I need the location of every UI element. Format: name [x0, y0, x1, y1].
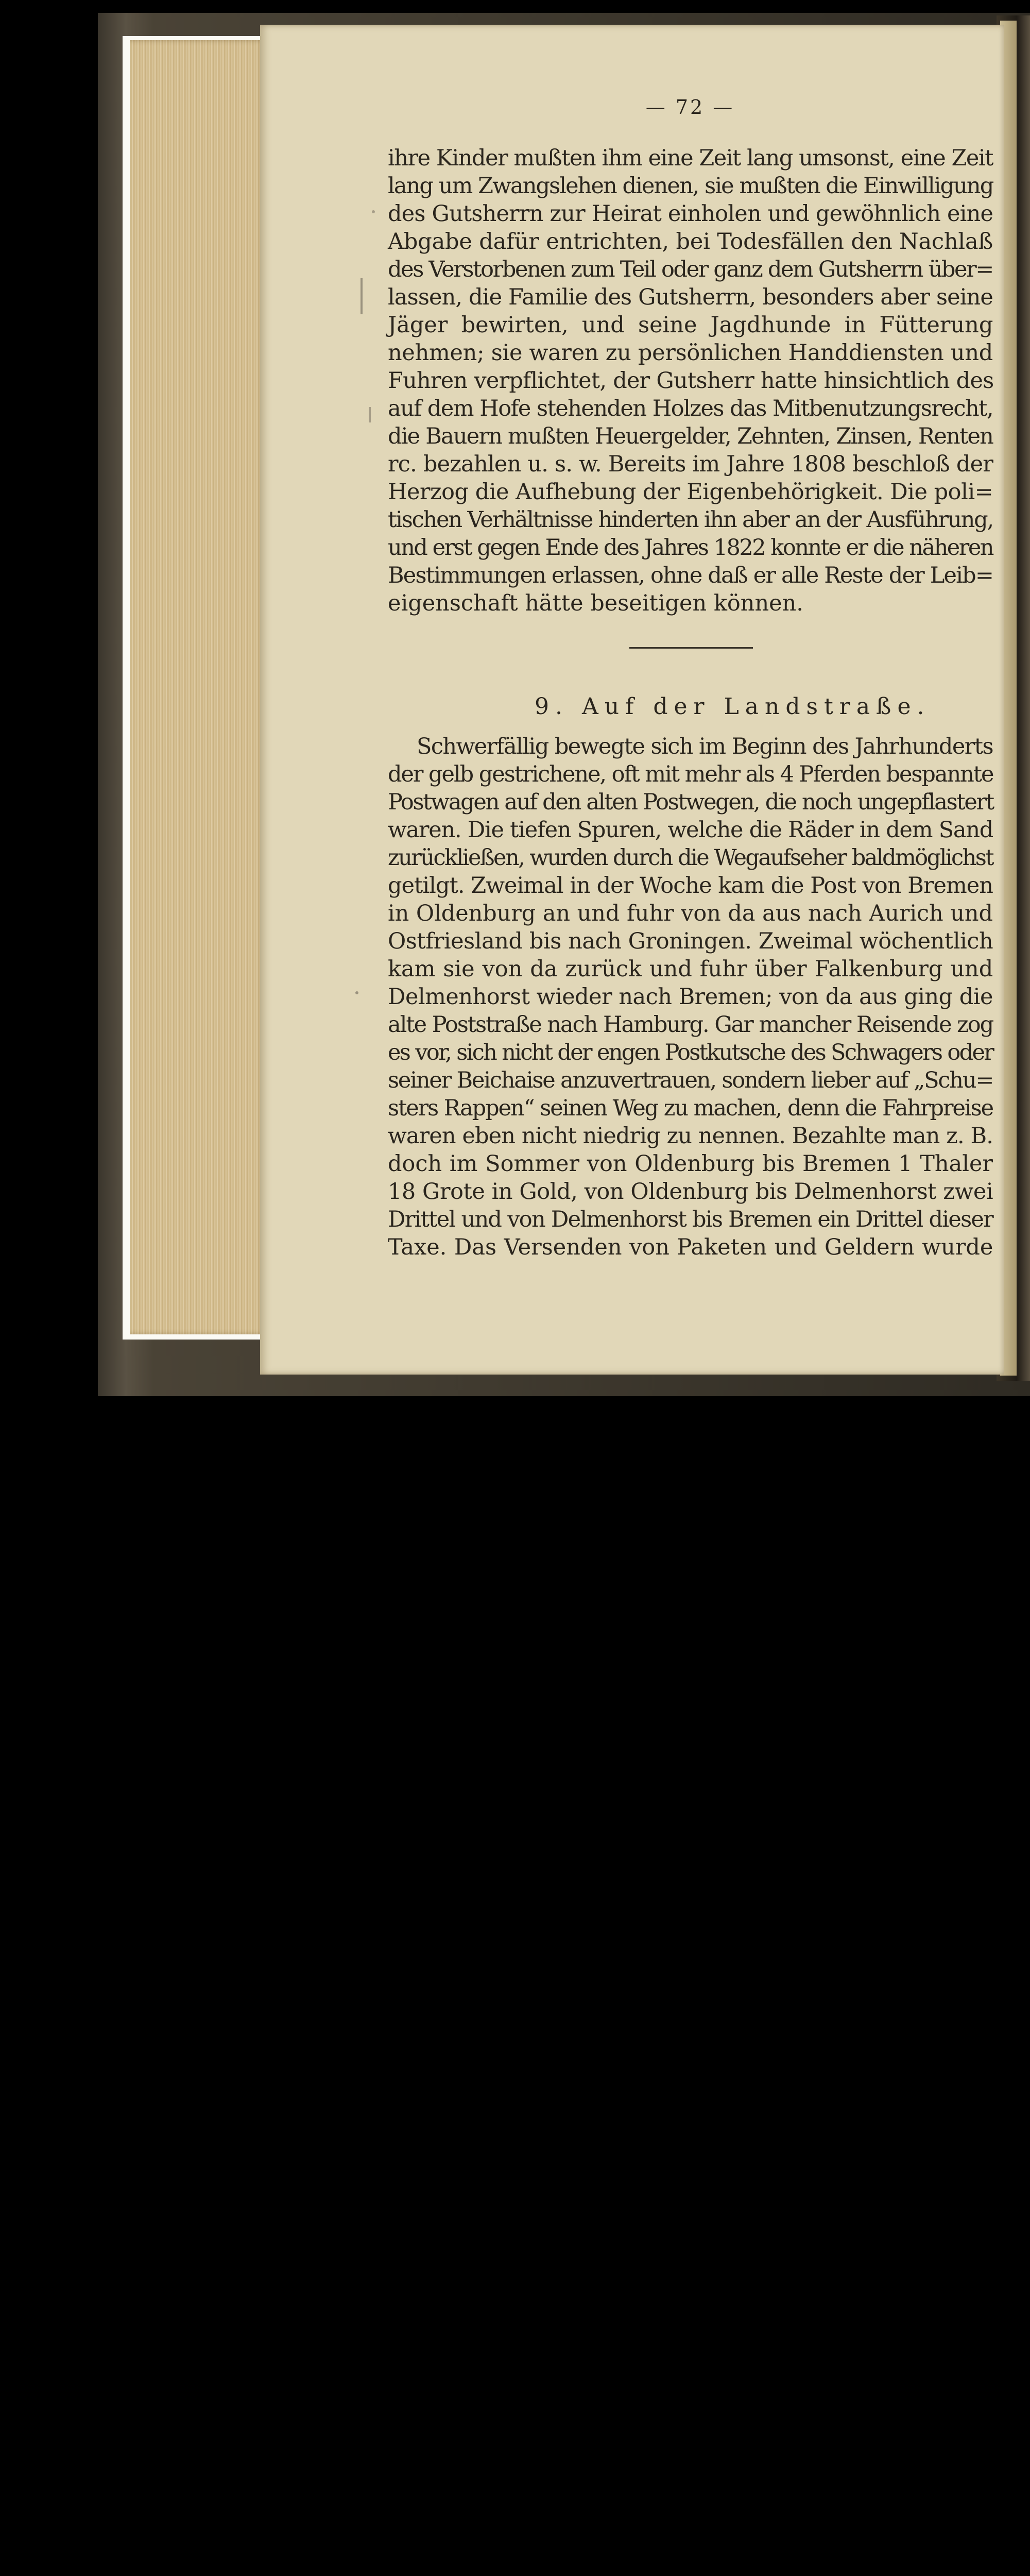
- paragraph-1: [388, 144, 993, 617]
- pencil-mark: [372, 210, 375, 213]
- text-line: waren eben nicht niedrig zu nennen. Bezahlte man z. B.: [388, 1123, 993, 1149]
- text-line: ihre Kinder mußten ihm eine Zeit lang umsonst, eine Zeit: [388, 145, 993, 171]
- text-line: zurückließen, wurden durch die Wegaufseher baldmöglichst: [388, 845, 993, 871]
- text-line: Drittel und von Delmenhorst bis Bremen ein Drittel dieser: [388, 1207, 993, 1232]
- text-line: doch im Sommer von Oldenburg bis Bremen 1 Thaler: [388, 1151, 993, 1177]
- text-line: Jäger bewirten, und seine Jagdhunde in Fütterung: [388, 312, 993, 338]
- section-heading: 9. Auf der Landstraße.: [535, 693, 931, 720]
- page-fore-edge: [130, 40, 265, 1334]
- text-line: getilgt. Zweimal in der Woche kam die Post von Bremen: [388, 873, 993, 899]
- text-line: eigenschaft hätte beseitigen können.: [388, 590, 803, 616]
- pencil-mark: [360, 278, 363, 314]
- text-line: Delmenhorst wieder nach Bremen; von da aus ging die: [388, 984, 993, 1010]
- text-line: auf dem Hofe stehenden Holzes das Mitbenutzungsrecht,: [388, 396, 993, 421]
- section-divider: [629, 647, 753, 649]
- text-line: rc. bezahlen u. s. w. Bereits im Jahre 1808 beschloß der: [388, 451, 993, 477]
- text-line: in Oldenburg an und fuhr von da aus nach Aurich und: [388, 901, 993, 926]
- text-line: waren. Die tiefen Spuren, welche die Räder in dem Sand: [388, 817, 993, 843]
- text-line: Herzog die Aufhebung der Eigenbehörigkeit. Die poli=: [388, 479, 993, 505]
- text-line: 18 Grote in Gold, von Oldenburg bis Delmenhorst zwei: [388, 1179, 993, 1205]
- text-line: des Verstorbenen zum Teil oder ganz dem Gutsherrn über=: [388, 257, 993, 282]
- paragraph-2: [388, 733, 993, 1261]
- text-line: Abgabe dafür entrichten, bei Todesfällen den Nachlaß: [388, 229, 993, 255]
- text-line: Bestimmungen erlassen, ohne daß er alle Reste der Leib=: [388, 563, 993, 588]
- text-line: Schwerfällig bewegte sich im Beginn des Jahrhunderts: [417, 734, 993, 759]
- text-line: nehmen; sie waren zu persönlichen Handdiensten und: [388, 340, 993, 366]
- page-number: — 72 —: [645, 96, 735, 118]
- text-line: Fuhren verpflichtet, der Gutsherr hatte hinsichtlich des: [388, 368, 994, 394]
- text-line: alte Poststraße nach Hamburg. Gar mancher Reisende zog: [388, 1012, 993, 1038]
- text-line: und erst gegen Ende des Jahres 1822 konnte er die näheren: [388, 535, 993, 561]
- text-line: des Gutsherrn zur Heirat einholen und gewöhnlich eine: [388, 201, 993, 227]
- text-line: tischen Verhältnisse hinderten ihn aber an der Ausführung,: [388, 507, 993, 533]
- text-line: die Bauern mußten Heuergelder, Zehnten, Zinsen, Renten: [388, 423, 993, 449]
- pencil-mark: [355, 991, 358, 994]
- text-line: lassen, die Familie des Gutsherrn, besonders aber seine: [388, 284, 993, 310]
- text-line: der gelb gestrichene, oft mit mehr als 4 Pferden bespannte: [388, 761, 993, 787]
- text-line: Ostfriesland bis nach Groningen. Zweimal wöchentlich: [388, 928, 993, 954]
- text-line: Postwagen auf den alten Postwegen, die noch ungepflastert: [388, 789, 993, 815]
- text-line: es vor, sich nicht der engen Postkutsche des Schwagers oder: [388, 1040, 993, 1065]
- pencil-mark: [369, 407, 371, 422]
- text-line: sters Rappen“ seinen Weg zu machen, denn die Fahrpreise: [388, 1095, 993, 1121]
- text-line: lang um Zwangslehen dienen, sie mußten die Einwilligung: [388, 173, 993, 199]
- footer-bar: [0, 1396, 1030, 1422]
- text-line: Taxe. Das Versenden von Paketen und Geldern wurde: [388, 1234, 993, 1260]
- text-line: kam sie von da zurück und fuhr über Falkenburg und: [388, 956, 993, 982]
- text-line: seiner Beichaise anzuvertrauen, sondern lieber auf „Schu=: [388, 1067, 993, 1093]
